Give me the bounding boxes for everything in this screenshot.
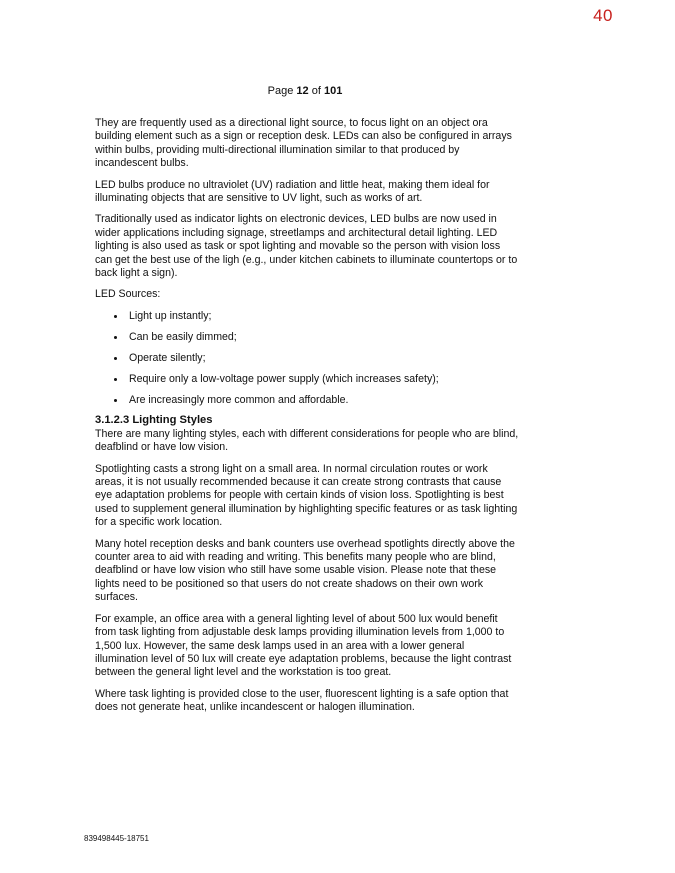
page-prefix: Page bbox=[267, 85, 297, 97]
page-indicator bbox=[0, 85, 610, 97]
paragraph-led-uv: LED bulbs produce no ultraviolet (UV) radiation and little heat, making them ideal for illuminating objects that are sensitive to UV light, such as works of art. bbox=[95, 178, 490, 205]
bullet-icon bbox=[114, 336, 117, 339]
bullet-icon bbox=[114, 378, 117, 381]
list-item-text: Light up instantly; bbox=[129, 309, 212, 322]
list-item bbox=[95, 394, 520, 407]
page-total: 101 bbox=[323, 85, 343, 97]
list-item bbox=[95, 352, 520, 365]
list-item bbox=[95, 331, 520, 344]
list-item-text: Require only a low-voltage power supply (which increases safety); bbox=[129, 372, 439, 385]
paragraph-lighting-styles-intro: There are many lighting styles, each with different considerations for people who are blind, deafblind or have low vision. bbox=[95, 427, 519, 454]
list-item-text: Are increasingly more common and affordable. bbox=[129, 393, 349, 406]
paragraph-led-directional: They are frequently used as a directional light source, to focus light on an object ora building element such as a sign or reception desk. LEDs can also be configured in arrays within bulbs, providing multi-directional illumination similar to that produced by incandescent bulbs. bbox=[95, 117, 512, 170]
led-sources-label: LED Sources: bbox=[95, 288, 161, 301]
document-id-footer: 839498445-18751 bbox=[84, 834, 149, 843]
bullet-icon bbox=[114, 357, 117, 360]
page-stamp-number: 40 bbox=[593, 6, 613, 25]
document-body bbox=[95, 117, 520, 723]
paragraph-office-example: For example, an office area with a general lighting level of about 500 lux would benefit from task lighting from adjustable desk lamps providing illumination levels from 1,000 to 1,500 lux. However, the same desk lamps used in an area with a lower general illumination level of 50 lux will create eye adaptation problems, because the light contrast between the general light level and the workstation is too great. bbox=[95, 612, 512, 679]
list-item-text: Can be easily dimmed; bbox=[129, 330, 237, 343]
page-current: 12 bbox=[296, 85, 309, 97]
section-heading: 3.1.2.3 Lighting Styles bbox=[95, 414, 213, 427]
bullet-icon bbox=[114, 399, 117, 402]
paragraph-led-applications: Traditionally used as indicator lights on electronic devices, LED bulbs are now used in wider applications including signage, streetlamps and architectural detail lighting. LED lighting is also used as task or spot lighting and movable so the person with vision loss can get the best use of the ligh (e.g., under kitchen cabinets to illuminate countertops or to back light a sign). bbox=[95, 213, 518, 280]
paragraph-reception-desks: Many hotel reception desks and bank counters use overhead spotlights directly above the counter area to aid with reading and writing. This benefits many people who are blind, deafblind or have low vision who still have some usable vision. Please note that these lights need to be positioned so that users do not create shadows on their own work surfaces. bbox=[95, 537, 515, 604]
list-item bbox=[95, 373, 520, 386]
paragraph-task-lighting: Where task lighting is provided close to the user, fluorescent lighting is a safe option that does not generate heat, unlike incandescent or halogen illumination. bbox=[95, 687, 509, 714]
bullet-icon bbox=[114, 315, 117, 318]
list-item bbox=[95, 310, 520, 323]
paragraph-spotlighting: Spotlighting casts a strong light on a small area. In normal circulation routes or work areas, it is not usually recommended because it can create strong contrasts that cause eye adaptation problems for people with certain kinds of vision loss. Spotlighting is best used to supplement general illumination by highlighting specific features or as task lighting for a specific work location. bbox=[95, 462, 518, 529]
page-of: of bbox=[308, 85, 324, 97]
list-item-text: Operate silently; bbox=[129, 351, 206, 364]
led-sources-list bbox=[95, 310, 520, 407]
